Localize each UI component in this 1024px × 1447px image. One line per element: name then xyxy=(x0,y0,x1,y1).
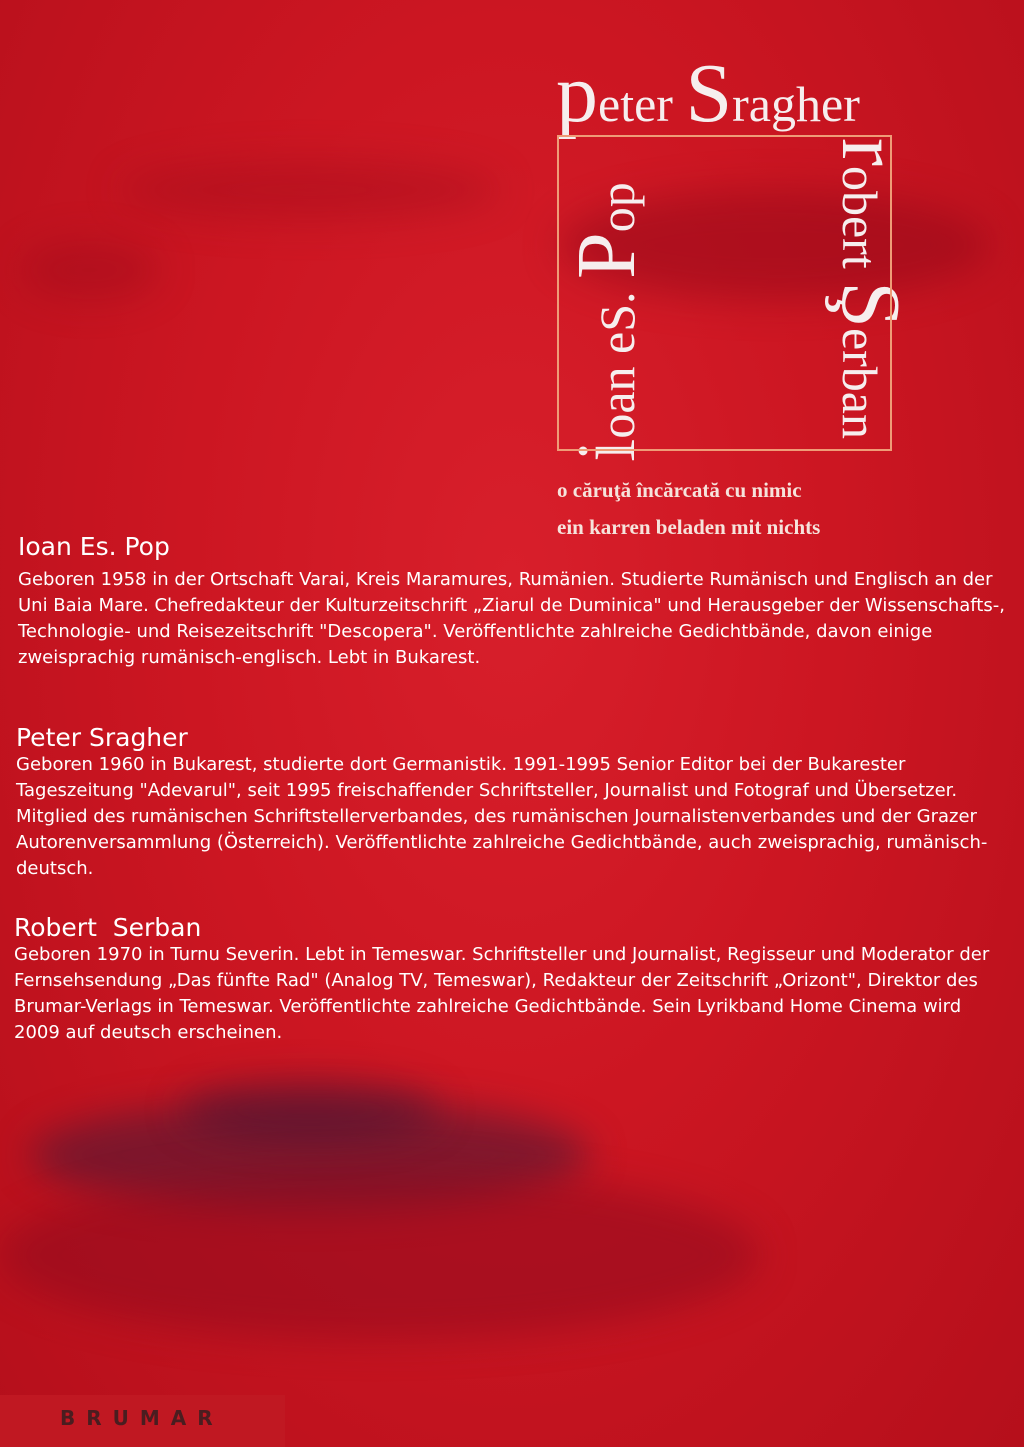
ink-wash-upper-left xyxy=(120,160,500,220)
ink-wash-bottom-2 xyxy=(0,1170,760,1340)
subtitle-romanian: o căruţă încărcată cu nimic xyxy=(557,478,802,502)
title-frame xyxy=(557,135,892,451)
bio-name: Ioan Es. Pop xyxy=(18,532,170,561)
bio-name: Robert Serban xyxy=(14,913,202,942)
ink-wash-bottom-3 xyxy=(180,1080,440,1140)
publisher-logo: BRUMAR xyxy=(60,1406,224,1430)
bio-text: Geboren 1958 in der Ortschaft Varai, Kreis Maramures, Rumänien. Studierte Rumänisch und Englisch an der Uni Baia Mare. Chefredakteur der Kulturzeitschrift „Ziarul de Duminica" und Herausgeber der Wissenschafts-, Technologie- und Reisezeitschrift "Descopera". Veröffentlichte zahlreiche Gedichtbände, davon einige zweisprachig rumänisch-englisch. Lebt in Bukarest. xyxy=(18,569,1005,668)
bio-name: Peter Sragher xyxy=(16,723,188,752)
bio-robert-serban xyxy=(14,913,1009,1046)
bio-text: Geboren 1970 in Turnu Severin. Lebt in Temeswar. Schriftsteller und Journalist, Regisseur und Moderator der Fernsehsendung „Das fünfte Rad" (Analog TV, Temeswar), Redakteur der Zeitschrift „Orizont", Direktor des Brumar-Verlags in Temeswar. Veröffentlichte zahlreiche Gedichtbände. Sein Lyrikband Home Cinema wird 2009 auf deutsch erscheinen. xyxy=(14,944,990,1043)
bio-text: Geboren 1960 in Bukarest, studierte dort Germanistik. 1991-1995 Senior Editor bei der Bukarester Tageszeitung "Adevarul", seit 1995 freischaffender Schriftsteller, Journalist und Fotograf und Übersetzer. Mitglied des rumänischen Schriftstellerverbandes, des rumänischen Journalistenverbandes und der Grazer Autorenversammlung (Österreich). Veröffentlichte zahlreiche Gedichtbände, auch zweisprachig, rumänisch-deutsch. xyxy=(16,754,988,879)
author-name-left: ioan eS. Pop xyxy=(560,182,653,462)
bio-peter-sragher xyxy=(16,723,1011,882)
subtitle-german: ein karren beladen mit nichts xyxy=(557,515,821,539)
ink-wash-left xyxy=(20,240,160,300)
author-name-top: peter Sragher xyxy=(556,47,860,140)
bio-ioan-es-pop xyxy=(18,532,1013,671)
author-name-right: robert Şerban xyxy=(824,138,917,439)
